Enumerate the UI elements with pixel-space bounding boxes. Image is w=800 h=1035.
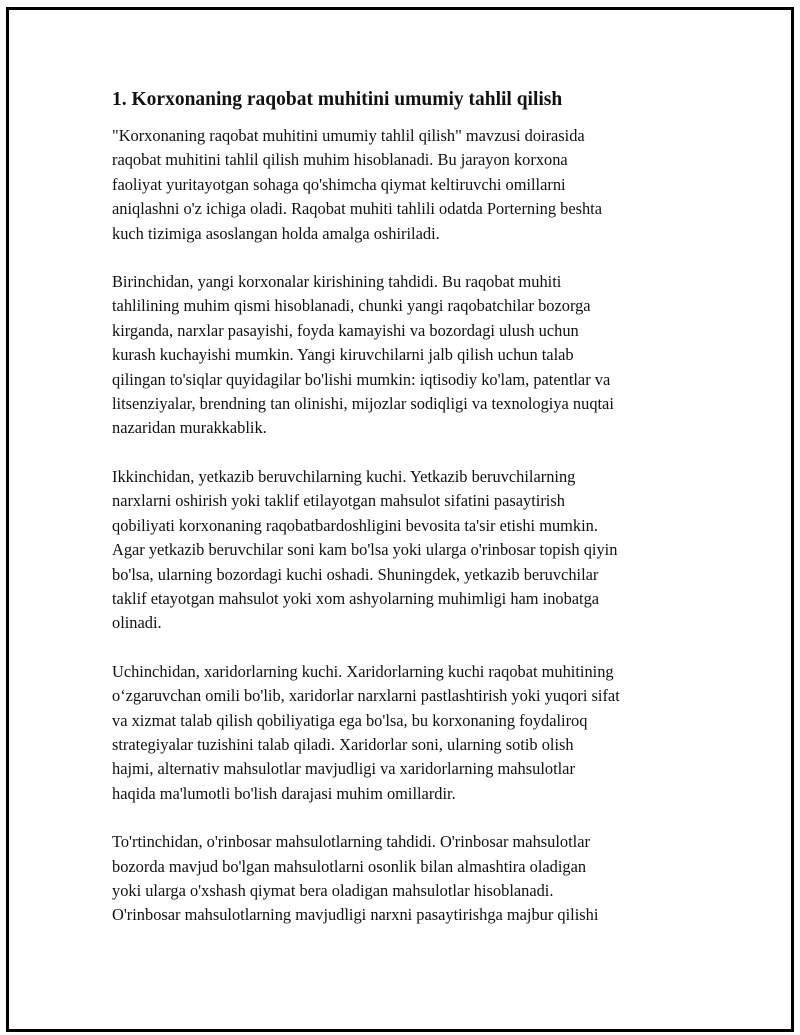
text-line: kirganda, narxlar pasayishi, foyda kamayishi va bozordagi ulush uchun [112, 320, 579, 340]
text-line: O'rinbosar mahsulotlarning mavjudligi narxni pasaytirishga majbur qilishi [112, 905, 599, 925]
text-line: narxlarni oshirish yoki taklif etilayotgan mahsulot sifatini pasaytirish [112, 491, 565, 511]
text-line: aniqlashni o'z ichiga oladi. Raqobat muhiti tahlili odatda Porterning beshta [112, 199, 603, 219]
text-line: yoki ularga o'xshash qiymat bera oladigan mahsulotlar hisoblanadi. [112, 880, 554, 900]
document-heading: 1. Korxonaning raqobat muhitini umumiy tahlil qilish [112, 89, 563, 110]
text-line: raqobat muhitini tahlil qilish muhim hisoblanadi. Bu jarayon korxona [112, 150, 568, 170]
paragraph [112, 124, 692, 246]
text-line: litsenziyalar, brendning tan olinishi, mijozlar sodiqligi va texnologiya nuqtai [112, 394, 614, 414]
paragraph [112, 270, 692, 441]
paragraph-list [112, 124, 692, 928]
text-line: Ikkinchidan, yetkazib beruvchilarning kuchi. Yetkazib beruvchilarning [112, 466, 576, 486]
text-line: faoliyat yuritayotgan sohaga qo'shimcha qiymat keltiruvchi omillarni [112, 174, 566, 194]
text-line: "Korxonaning raqobat muhitini umumiy tahlil qilish" mavzusi doirasida [112, 126, 585, 145]
text-line: kurash kuchayishi mumkin. Yangi kiruvchilarni jalb qilish uchun talab [112, 345, 574, 365]
text-line: taklif etayotgan mahsulot yoki xom ashyolarning muhimligi ham inobatga [112, 588, 600, 608]
text-line: Birinchidan, yangi korxonalar kirishining tahdidi. Bu raqobat muhiti [112, 272, 562, 292]
text-line: strategiyalar tuzishini talab qiladi. Xaridorlar soni, ularning sotib olish [112, 734, 574, 754]
text-line: tahlilining muhim qismi hisoblanadi, chunki yangi raqobatchilar bozorga [112, 296, 591, 316]
paragraph [112, 660, 692, 806]
text-line: To'rtinchidan, o'rinbosar mahsulotlarning tahdidi. O'rinbosar mahsulotlar [112, 832, 590, 852]
text-line: kuch tizimiga asoslangan holda amalga oshiriladi. [112, 223, 440, 243]
text-line: hajmi, alternativ mahsulotlar mavjudligi va xaridorlarning mahsulotlar [112, 759, 575, 779]
paragraph [112, 830, 692, 928]
text-line: va xizmat talab qilish qobiliyatiga ega bo'lsa, bu korxonaning foydaliroq [112, 710, 588, 730]
text-line: nazaridan murakkablik. [112, 418, 267, 438]
text-line: haqida ma'lumotli bo'lish darajasi muhim omillardir. [112, 783, 456, 803]
paragraph [112, 465, 692, 636]
text-line: Uchinchidan, xaridorlarning kuchi. Xaridorlarning kuchi raqobat muhitining [112, 661, 614, 681]
text-line: qilingan to'siqlar quyidagilar bo'lishi mumkin: iqtisodiy ko'lam, patentlar va [112, 369, 611, 389]
text-line: bozorda mavjud bo'lgan mahsulotlarni osonlik bilan almashtira oladigan [112, 856, 587, 876]
text-line: Agar yetkazib beruvchilar soni kam bo'lsa yoki ularga o'rinbosar topish qiyin [112, 540, 618, 560]
text-line: o‘zgaruvchan omili bo'lib, xaridorlar narxlarni pastlashtirish yoki yuqori sifat [112, 686, 620, 706]
text-line: qobiliyati korxonaning raqobatbardoshligini bevosita ta'sir etishi mumkin. [112, 515, 598, 535]
text-line: olinadi. [112, 613, 162, 633]
document-body [112, 87, 692, 952]
text-line: bo'lsa, ularning bozordagi kuchi oshadi. Shuningdek, yetkazib beruvchilar [112, 564, 599, 584]
